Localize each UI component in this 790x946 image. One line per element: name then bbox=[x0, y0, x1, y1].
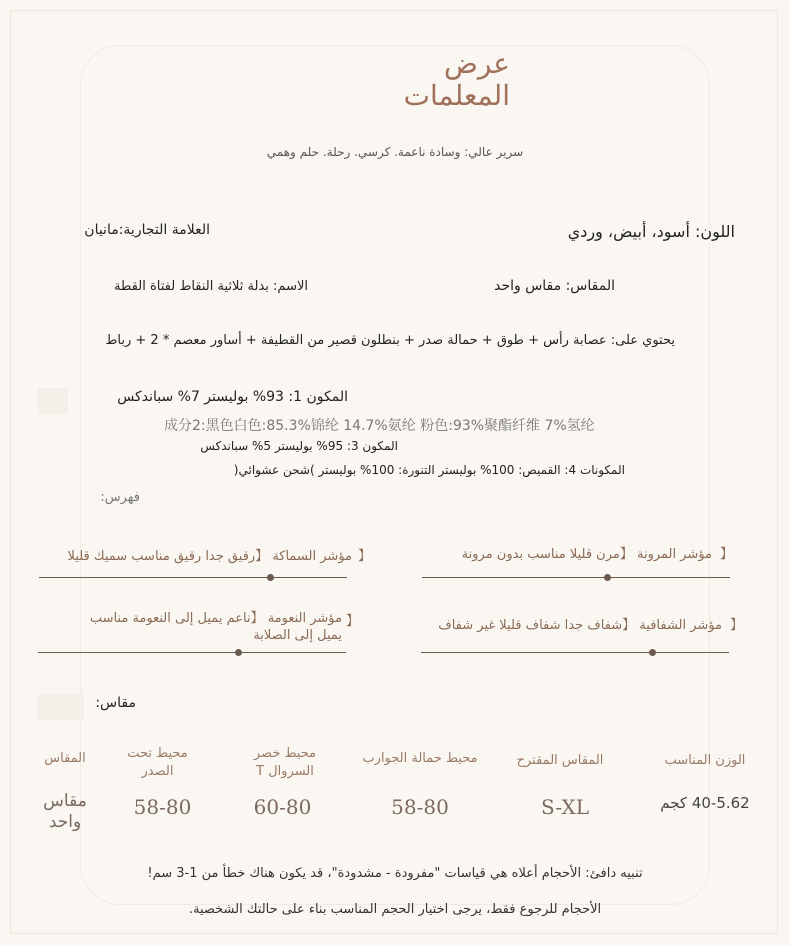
reference-note: الأحجام للرجوع فقط، يرجى اختيار الحجم المناسب بناء على حالتك الشخصية. bbox=[188, 902, 602, 917]
thickness-marker bbox=[267, 574, 274, 581]
thickness-bracket: 】 bbox=[358, 549, 372, 564]
value-size: مقاس واحد bbox=[43, 791, 87, 832]
header-underbust-line-1: محيط تحت bbox=[127, 746, 188, 761]
header-garter-text: محيط حمالة الجوارب bbox=[362, 751, 478, 766]
header-waist-line-2: السروال T bbox=[256, 764, 314, 779]
elasticity-track bbox=[422, 577, 730, 578]
component-3: المكون 3: 95% بوليستر 5% سباندكس bbox=[200, 439, 398, 453]
title-line-2: المعلمات bbox=[403, 79, 510, 112]
component-4: المكونات 4: القميص: 100% بوليستر التنورة: 100% بوليستر )شحن عشوائي( bbox=[233, 463, 625, 477]
transparency-track bbox=[421, 652, 729, 653]
header-suggested-size bbox=[500, 752, 620, 770]
thickness-label: مؤشر السماكة 【رقيق جدا رقيق مناسب سميك قليلا bbox=[67, 549, 352, 564]
header-underbust-line-2: الصدر bbox=[141, 764, 174, 779]
elasticity-marker bbox=[604, 574, 611, 581]
value-garter: 58-80 bbox=[391, 795, 449, 819]
brand-info: العلامة التجارية:مانيان bbox=[84, 222, 210, 238]
index-label: فهرس: bbox=[100, 490, 140, 505]
blank-block bbox=[38, 388, 68, 414]
softness-label bbox=[10, 610, 342, 644]
size-info: المقاس: مقاس واحد bbox=[494, 278, 615, 294]
blank-block bbox=[38, 694, 84, 720]
header-suggested-size-text: المقاس المقترح bbox=[516, 753, 604, 768]
header-waist bbox=[235, 745, 335, 781]
softness-track bbox=[38, 652, 346, 653]
header-size bbox=[30, 750, 100, 768]
value-suggested-size: S-XL bbox=[541, 795, 589, 819]
color-info: اللون: أسود، أبيض، وردي bbox=[567, 222, 735, 241]
elasticity-label: مؤشر المرونة 【مرن قليلا مناسب بدون مرونة bbox=[461, 547, 712, 562]
title-line-1: عرض bbox=[443, 47, 510, 80]
size-section-label: مقاس: bbox=[95, 695, 136, 711]
softness-label-line-2: يميل إلى الصلابة bbox=[253, 628, 342, 643]
softness-bracket: 】 bbox=[346, 614, 360, 629]
warning-note: تنبيه دافئ: الأحجام أعلاه هي قياسات "مفرودة - مشدودة"، قد يكون هناك خطأ من 1-3 سم! bbox=[147, 866, 643, 881]
header-garter bbox=[345, 750, 495, 768]
header-weight bbox=[650, 752, 760, 770]
transparency-marker bbox=[649, 649, 656, 656]
transparency-bracket: 】 bbox=[730, 618, 744, 633]
page-title bbox=[360, 48, 510, 112]
value-underbust: 58-80 bbox=[133, 795, 192, 819]
transparency-label: مؤشر الشفافية 【شفاف جدا شفاف قليلا غير شفاف bbox=[438, 618, 722, 633]
softness-label-line-1: مؤشر النعومة 【ناعم يميل إلى النعومة مناسب bbox=[89, 611, 342, 626]
value-weight: 40-5.62 كجم bbox=[660, 794, 750, 812]
elasticity-bracket: 】 bbox=[720, 547, 734, 562]
value-waist: 60-80 bbox=[253, 795, 312, 819]
component-2: 成分2:黑色白色:85.3%锦纶 14.7%氨纶 粉色:93%聚酯纤维 7%氢纶 bbox=[164, 418, 595, 434]
page-subtitle: سرير عالي: وسادة ناعمة. كرسي. رحلة. حلم وهمي bbox=[266, 145, 524, 159]
thickness-track bbox=[39, 577, 347, 578]
component-1: المكون 1: 93% بوليستر 7% سباندكس bbox=[117, 389, 348, 405]
name-info: الاسم: بدلة ثلاثية النقاط لفتاة القطة bbox=[114, 279, 308, 294]
contents-info: يحتوي على: عصابة رأس + طوق + حمالة صدر + بنطلون قصير من القطيفة + أساور معصم * 2 + رباط bbox=[105, 333, 675, 348]
header-underbust bbox=[110, 745, 205, 781]
header-weight-text: الوزن المناسب bbox=[664, 753, 746, 768]
header-size-text: المقاس bbox=[44, 751, 86, 766]
header-waist-line-1: محيط خصر bbox=[253, 746, 317, 761]
